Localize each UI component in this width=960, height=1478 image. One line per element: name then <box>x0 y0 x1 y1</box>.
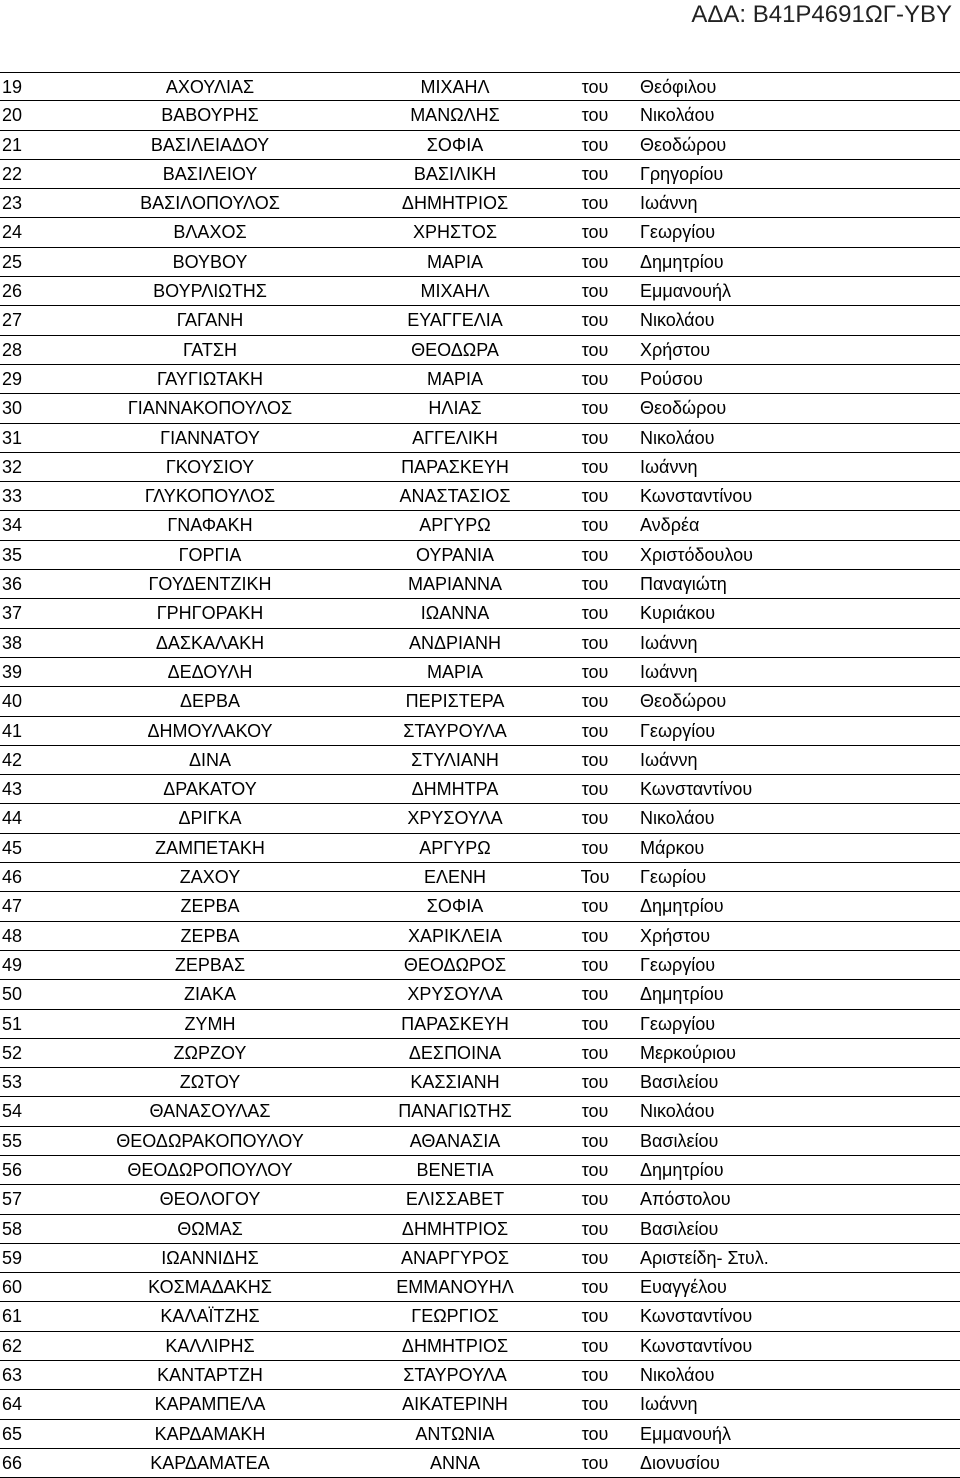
tou-cell: του <box>581 1423 609 1444</box>
table-row <box>0 629 960 658</box>
table-row <box>0 1097 960 1126</box>
surname-cell: ΓΟΡΓΙΑ <box>178 544 242 565</box>
tou-cell: του <box>581 925 609 946</box>
surname-cell: ΓΚΟΥΣΙΟΥ <box>165 456 255 477</box>
table-row <box>0 1302 960 1331</box>
given-name-cell: ΔΗΜΗΤΡΙΟΣ <box>401 1218 509 1239</box>
given-name-cell: ΗΛΙΑΣ <box>428 398 482 419</box>
surname-cell: ΓΡΗΓΟΡΑΚΗ <box>156 603 264 624</box>
table-row <box>0 306 960 335</box>
surname-cell: ΓΑΤΣΗ <box>182 339 238 360</box>
given-name-cell: ΕΜΜΑΝΟΥΗΛ <box>396 1277 514 1298</box>
father-name-cell: Γεωργίου <box>640 222 716 243</box>
table-row <box>0 1068 960 1097</box>
row-number: 56 <box>2 1159 23 1180</box>
surname-cell: ΒΑΣΙΛΟΠΟΥΛΟΣ <box>140 193 280 214</box>
surname-cell: ΑΧΟΥΛΙΑΣ <box>165 77 255 97</box>
row-number: 63 <box>2 1365 23 1386</box>
surname-cell: ΚΑΛΑΪΤΖΗΣ <box>160 1306 260 1327</box>
father-name-cell: Ιωάννη <box>640 632 698 653</box>
tou-cell: του <box>581 1365 609 1386</box>
table-row <box>0 277 960 306</box>
father-name-cell: Θεοδώρου <box>640 134 727 155</box>
tou-cell: του <box>581 398 609 419</box>
given-name-cell: ΕΛΕΝΗ <box>423 867 487 888</box>
surname-cell: ΓΙΑΝΝΑΚΟΠΟΥΛΟΣ <box>127 398 293 419</box>
father-name-cell: Κωνσταντίνου <box>640 486 753 507</box>
father-name-cell: Θεοδώρου <box>640 691 727 712</box>
given-name-cell: ΟΥΡΑΝΙΑ <box>415 544 495 565</box>
given-name-cell: ΠΑΡΑΣΚΕΥΗ <box>401 456 509 477</box>
table-row <box>0 980 960 1009</box>
row-number: 24 <box>2 222 23 243</box>
given-name-cell: ΣΤΑΥΡΟΥΛΑ <box>403 720 507 741</box>
surname-cell: ΘΕΟΔΩΡΑΚΟΠΟΥΛΟΥ <box>116 1130 304 1151</box>
row-number: 41 <box>2 720 23 741</box>
tou-cell: του <box>581 574 609 595</box>
row-number: 62 <box>2 1335 23 1356</box>
table-row <box>0 160 960 189</box>
father-name-cell: Εμμανουήλ <box>640 281 732 302</box>
tou-cell: του <box>581 896 609 917</box>
row-number: 52 <box>2 1042 23 1063</box>
surname-cell: ΖΙΑΚΑ <box>183 984 236 1005</box>
row-number: 59 <box>2 1247 23 1268</box>
given-name-cell: ΜΑΡΙΑ <box>426 368 483 389</box>
surname-cell: ΚΑΡΔΑΜΑΤΕΑ <box>150 1452 270 1473</box>
given-name-cell: ΧΡΥΣΟΥΛΑ <box>407 808 503 829</box>
given-name-cell: ΜΑΡΙΑΝΝΑ <box>407 574 503 595</box>
father-name-cell: Νικολάου <box>640 105 715 126</box>
row-number: 37 <box>2 603 23 624</box>
row-number: 58 <box>2 1218 23 1239</box>
tou-cell: του <box>581 1042 609 1063</box>
row-number: 49 <box>2 954 23 975</box>
father-name-cell: Νικολάου <box>640 808 715 829</box>
father-name-cell: Ευαγγέλου <box>640 1277 727 1298</box>
tou-cell: του <box>581 1072 609 1093</box>
given-name-cell: ΚΑΣΣΙΑΝΗ <box>410 1072 500 1093</box>
table-row <box>0 189 960 218</box>
given-name-cell: ΜΑΝΩΛΗΣ <box>410 105 500 126</box>
row-number: 26 <box>2 281 23 302</box>
row-number: 48 <box>2 925 23 946</box>
surname-cell: ΒΑΣΙΛΕΙΑΔΟΥ <box>150 134 270 155</box>
father-name-cell: Βασιλείου <box>640 1218 719 1239</box>
tou-cell: του <box>581 515 609 536</box>
given-name-cell: ΒΑΣΙΛΙΚΗ <box>413 163 497 184</box>
given-name-cell: ΑΙΚΑΤΕΡΙΝΗ <box>402 1394 508 1415</box>
given-name-cell: ΧΑΡΙΚΛΕΙΑ <box>407 925 503 946</box>
tou-cell: του <box>581 984 609 1005</box>
father-name-cell: Αριστείδη- Στυλ. <box>640 1247 769 1268</box>
father-name-cell: Νικολάου <box>640 310 715 331</box>
surname-cell: ΓΙΑΝΝΑΤΟΥ <box>160 427 260 448</box>
given-name-cell: ΠΑΡΑΣΚΕΥΗ <box>401 1013 509 1034</box>
given-name-cell: ΣΟΦΙΑ <box>426 134 484 155</box>
surname-cell: ΔΗΜΟΥΛΑΚΟΥ <box>147 720 273 741</box>
table-row <box>0 834 960 863</box>
row-number: 23 <box>2 193 23 214</box>
surname-cell: ΒΟΥΒΟΥ <box>172 251 248 272</box>
father-name-cell: Δημητρίου <box>640 984 724 1005</box>
father-name-cell: Δημητρίου <box>640 896 724 917</box>
father-name-cell: Παναγιώτη <box>640 574 727 595</box>
given-name-cell: ΑΝΑΡΓΥΡΟΣ <box>400 1247 510 1268</box>
father-name-cell: Απόστολου <box>640 1189 731 1210</box>
table-row <box>0 541 960 570</box>
table-row <box>0 1361 960 1390</box>
tou-cell: του <box>581 1247 609 1268</box>
table-row <box>0 1010 960 1039</box>
tou-cell: του <box>581 1277 609 1298</box>
table-row <box>0 570 960 599</box>
father-name-cell: Μάρκου <box>640 837 705 858</box>
given-name-cell: ΕΥΑΓΓΕΛΙΑ <box>407 310 503 331</box>
given-name-cell: ΑΝΑΣΤΑΣΙΟΣ <box>399 486 511 507</box>
table-row <box>0 863 960 892</box>
row-number: 21 <box>2 134 23 155</box>
tou-cell: του <box>581 163 609 184</box>
tou-cell: του <box>581 339 609 360</box>
row-number: 27 <box>2 310 23 331</box>
father-name-cell: Χρήστου <box>640 339 711 360</box>
table-row <box>0 218 960 247</box>
father-name-cell: Κωνσταντίνου <box>640 1306 753 1327</box>
father-name-cell: Κυριάκου <box>640 603 716 624</box>
given-name-cell: ΜΑΡΙΑ <box>426 661 483 682</box>
father-name-cell: Γεωρίου <box>640 867 707 888</box>
row-number: 44 <box>2 808 23 829</box>
surname-cell: ΘΑΝΑΣΟΥΛΑΣ <box>149 1101 271 1122</box>
table-row <box>0 1332 960 1361</box>
row-number: 30 <box>2 398 23 419</box>
surname-cell: ΓΛΥΚΟΠΟΥΛΟΣ <box>144 486 276 507</box>
row-number: 35 <box>2 544 23 565</box>
surname-cell: ΔΕΡΒΑ <box>179 691 241 712</box>
tou-cell: του <box>581 1452 609 1473</box>
surname-cell: ΘΕΟΛΟΓΟΥ <box>159 1189 261 1210</box>
tou-cell: του <box>581 691 609 712</box>
ada-code: ΑΔΑ: Β41Ρ4691ΩΓ-ΥΒΥ <box>691 1 952 28</box>
given-name-cell: ΔΗΜΗΤΡΑ <box>411 779 499 800</box>
row-number: 29 <box>2 368 23 389</box>
surname-cell: ΖΩΡΖΟΥ <box>173 1042 247 1063</box>
surname-cell: ΖΑΧΟΥ <box>179 867 241 888</box>
table-row <box>0 717 960 746</box>
given-name-cell: ΑΓΓΕΛΙΚΗ <box>412 427 498 448</box>
tou-cell: του <box>581 632 609 653</box>
table-row <box>0 1420 960 1449</box>
row-number: 22 <box>2 163 23 184</box>
given-name-cell: ΜΙΧΑΗΛ <box>420 77 490 97</box>
tou-cell: Του <box>580 867 610 888</box>
tou-cell: του <box>581 456 609 477</box>
row-number: 39 <box>2 661 23 682</box>
tou-cell: του <box>581 368 609 389</box>
tou-cell: του <box>581 779 609 800</box>
surname-cell: ΒΛΑΧΟΣ <box>173 222 247 243</box>
given-name-cell: ΧΡΗΣΤΟΣ <box>413 222 497 243</box>
row-number: 32 <box>2 456 23 477</box>
father-name-cell: Δημητρίου <box>640 251 724 272</box>
row-number: 45 <box>2 837 23 858</box>
table-row <box>0 746 960 775</box>
tou-cell: του <box>581 837 609 858</box>
row-number: 43 <box>2 779 23 800</box>
surname-cell: ΙΩΑΝΝΙΔΗΣ <box>161 1247 259 1268</box>
tou-cell: του <box>581 1189 609 1210</box>
tou-cell: του <box>581 1394 609 1415</box>
given-name-cell: ΜΑΡΙΑ <box>426 251 483 272</box>
given-name-cell: ΠΑΝΑΓΙΩΤΗΣ <box>398 1101 512 1122</box>
row-number: 36 <box>2 574 23 595</box>
father-name-cell: Ρούσου <box>640 368 703 389</box>
table-row <box>0 599 960 628</box>
given-name-cell: ΣΟΦΙΑ <box>426 896 484 917</box>
row-number: 28 <box>2 339 23 360</box>
row-number: 57 <box>2 1189 23 1210</box>
surname-cell: ΖΩΤΟΥ <box>179 1072 241 1093</box>
surname-cell: ΔΡΙΓΚΑ <box>178 808 242 829</box>
row-number: 60 <box>2 1277 23 1298</box>
tou-cell: του <box>581 661 609 682</box>
surname-cell: ΚΑΝΤΑΡΤΖΗ <box>157 1365 263 1386</box>
tou-cell: του <box>581 134 609 155</box>
tou-cell: του <box>581 1101 609 1122</box>
row-number: 25 <box>2 251 23 272</box>
given-name-cell: ΓΕΩΡΓΙΟΣ <box>411 1306 499 1327</box>
surname-cell: ΚΑΡΑΜΠΕΛΑ <box>154 1394 266 1415</box>
tou-cell: του <box>581 954 609 975</box>
tou-cell: του <box>581 603 609 624</box>
roster-table <box>0 72 960 1478</box>
surname-cell: ΒΟΥΡΛΙΩΤΗΣ <box>153 281 267 302</box>
tou-cell: του <box>581 1218 609 1239</box>
father-name-cell: Ιωάννη <box>640 193 698 214</box>
tou-cell: του <box>581 222 609 243</box>
table-row <box>0 453 960 482</box>
given-name-cell: ΔΗΜΗΤΡΙΟΣ <box>401 1335 509 1356</box>
surname-cell: ΖΕΡΒΑΣ <box>174 954 246 975</box>
father-name-cell: Διονυσίου <box>640 1452 720 1473</box>
father-name-cell: Ιωάννη <box>640 661 698 682</box>
father-name-cell: Εμμανουήλ <box>640 1423 732 1444</box>
surname-cell: ΖΑΜΠΕΤΑΚΗ <box>155 837 265 858</box>
given-name-cell: ΔΗΜΗΤΡΙΟΣ <box>401 193 509 214</box>
given-name-cell: ΜΙΧΑΗΛ <box>420 281 490 302</box>
table-row <box>0 1039 960 1068</box>
given-name-cell: ΑΘΑΝΑΣΙΑ <box>409 1130 501 1151</box>
given-name-cell: ΑΝΤΩΝΙΑ <box>415 1423 495 1444</box>
father-name-cell: Θεόφιλου <box>640 77 717 97</box>
surname-cell: ΓΑΥΓΙΩΤΑΚΗ <box>157 368 263 389</box>
row-number: 33 <box>2 486 23 507</box>
father-name-cell: Κωνσταντίνου <box>640 779 753 800</box>
table-row <box>0 1215 960 1244</box>
father-name-cell: Νικολάου <box>640 1365 715 1386</box>
father-name-cell: Θεοδώρου <box>640 398 727 419</box>
father-name-cell: Γρηγορίου <box>640 163 724 184</box>
tou-cell: του <box>581 427 609 448</box>
surname-cell: ΒΑΣΙΛΕΙΟΥ <box>162 163 258 184</box>
father-name-cell: Χρήστου <box>640 925 711 946</box>
given-name-cell: ΑΝΝΑ <box>429 1452 480 1473</box>
row-number: 40 <box>2 691 23 712</box>
surname-cell: ΓΟΥΔΕΝΤΖΙΚΗ <box>148 574 272 595</box>
given-name-cell: ΘΕΟΔΩΡΟΣ <box>403 954 507 975</box>
table-row <box>0 804 960 833</box>
father-name-cell: Νικολάου <box>640 427 715 448</box>
tou-cell: του <box>581 544 609 565</box>
surname-cell: ΓΝΑΦΑΚΗ <box>167 515 253 536</box>
tou-cell: του <box>581 105 609 126</box>
father-name-cell: Νικολάου <box>640 1101 715 1122</box>
tou-cell: του <box>581 749 609 770</box>
given-name-cell: ΑΝΔΡΙΑΝΗ <box>408 632 502 653</box>
father-name-cell: Ιωάννη <box>640 456 698 477</box>
table-row <box>0 1273 960 1302</box>
table-row <box>0 1156 960 1185</box>
surname-cell: ΘΕΟΔΩΡΟΠΟΥΛΟΥ <box>127 1159 293 1180</box>
given-name-cell: ΒΕΝΕΤΙΑ <box>416 1159 494 1180</box>
surname-cell: ΔΑΣΚΑΛΑΚΗ <box>155 632 265 653</box>
table-row <box>0 131 960 160</box>
table-row <box>0 775 960 804</box>
table-row <box>0 394 960 423</box>
table-row <box>0 892 960 921</box>
tou-cell: του <box>581 1159 609 1180</box>
row-number: 50 <box>2 984 23 1005</box>
row-number: 61 <box>2 1306 23 1327</box>
row-number: 65 <box>2 1423 23 1444</box>
tou-cell: του <box>581 281 609 302</box>
father-name-cell: Ιωάννη <box>640 1394 698 1415</box>
given-name-cell: ΘΕΟΔΩΡΑ <box>411 339 499 360</box>
table-row <box>0 101 960 130</box>
table-row <box>0 687 960 716</box>
tou-cell: του <box>581 77 609 97</box>
table-row <box>0 1185 960 1214</box>
surname-cell: ΖΕΡΒΑ <box>180 896 240 917</box>
surname-cell: ΖΥΜΗ <box>184 1013 236 1034</box>
tou-cell: του <box>581 486 609 507</box>
tou-cell: του <box>581 1013 609 1034</box>
table-row <box>0 1390 960 1419</box>
given-name-cell: ΑΡΓΥΡΩ <box>419 515 491 536</box>
father-name-cell: Χριστόδουλου <box>640 544 753 565</box>
surname-cell: ΚΟΣΜΑΔΑΚΗΣ <box>148 1277 272 1298</box>
table-row <box>0 365 960 394</box>
table-row <box>0 511 960 540</box>
tou-cell: του <box>581 808 609 829</box>
father-name-cell: Βασιλείου <box>640 1130 719 1151</box>
tou-cell: του <box>581 1306 609 1327</box>
surname-cell: ΔΙΝΑ <box>188 749 232 770</box>
row-number: 64 <box>2 1394 23 1415</box>
given-name-cell: ΕΛΙΣΣΑΒΕΤ <box>405 1189 505 1210</box>
table-row <box>0 336 960 365</box>
surname-cell: ΘΩΜΑΣ <box>177 1218 243 1239</box>
table-row <box>0 658 960 687</box>
tou-cell: του <box>581 720 609 741</box>
father-name-cell: Ιωάννη <box>640 749 698 770</box>
father-name-cell: Βασιλείου <box>640 1072 719 1093</box>
table-row <box>0 482 960 511</box>
table-row <box>0 248 960 277</box>
surname-cell: ΔΡΑΚΑΤΟΥ <box>163 779 257 800</box>
given-name-cell: ΣΤΑΥΡΟΥΛΑ <box>403 1365 507 1386</box>
surname-cell: ΖΕΡΒΑ <box>180 925 240 946</box>
row-number: 19 <box>2 77 23 97</box>
row-number: 53 <box>2 1072 23 1093</box>
row-number: 34 <box>2 515 23 536</box>
given-name-cell: ΑΡΓΥΡΩ <box>419 837 491 858</box>
given-name-cell: ΙΩΑΝΝΑ <box>420 603 490 624</box>
row-number: 66 <box>2 1452 23 1473</box>
table-row <box>0 922 960 951</box>
father-name-cell: Μερκούριου <box>640 1042 736 1063</box>
row-number: 20 <box>2 105 23 126</box>
row-number: 54 <box>2 1101 23 1122</box>
row-number: 31 <box>2 427 23 448</box>
tou-cell: του <box>581 193 609 214</box>
table-row <box>0 424 960 453</box>
father-name-cell: Γεωργίου <box>640 954 716 975</box>
table-row <box>0 72 960 101</box>
given-name-cell: ΠΕΡΙΣΤΕΡΑ <box>405 691 505 712</box>
father-name-cell: Ανδρέα <box>640 515 700 536</box>
tou-cell: του <box>581 1130 609 1151</box>
row-number: 42 <box>2 749 23 770</box>
tou-cell: του <box>581 1335 609 1356</box>
given-name-cell: ΧΡΥΣΟΥΛΑ <box>407 984 503 1005</box>
given-name-cell: ΣΤΥΛΙΑΝΗ <box>411 749 499 770</box>
surname-cell: ΓΑΓΑΝΗ <box>176 310 244 331</box>
surname-cell: ΚΑΛΛΙΡΗΣ <box>165 1335 255 1356</box>
surname-cell: ΒΑΒΟΥΡΗΣ <box>161 105 259 126</box>
father-name-cell: Γεωργίου <box>640 1013 716 1034</box>
surname-cell: ΔΕΔΟΥΛΗ <box>167 661 253 682</box>
row-number: 47 <box>2 896 23 917</box>
row-number: 51 <box>2 1013 23 1034</box>
tou-cell: του <box>581 310 609 331</box>
father-name-cell: Γεωργίου <box>640 720 716 741</box>
tou-cell: του <box>581 251 609 272</box>
surname-cell: ΚΑΡΔΑΜΑΚΗ <box>154 1423 266 1444</box>
table-row <box>0 951 960 980</box>
father-name-cell: Δημητρίου <box>640 1159 724 1180</box>
row-number: 46 <box>2 867 23 888</box>
row-number: 38 <box>2 632 23 653</box>
table-row <box>0 1244 960 1273</box>
table-row <box>0 1127 960 1156</box>
given-name-cell: ΔΕΣΠΟΙΝΑ <box>408 1042 502 1063</box>
row-number: 55 <box>2 1130 23 1151</box>
father-name-cell: Κωνσταντίνου <box>640 1335 753 1356</box>
